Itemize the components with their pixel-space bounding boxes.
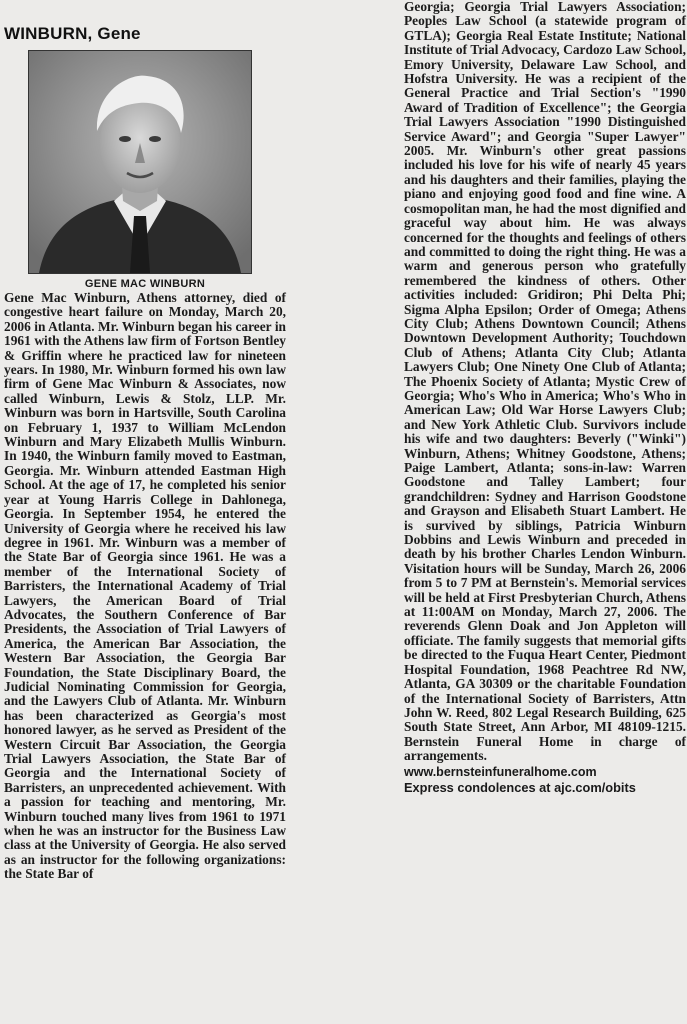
obituary-column-right: [404, 0, 686, 795]
portrait-photo: [28, 50, 252, 274]
photo-caption: GENE MAC WINBURN: [84, 278, 206, 290]
funeral-home-website: www.bernsteinfuneralhome.com: [404, 764, 597, 779]
portrait-image: [29, 51, 251, 273]
obituary-text-column-2: Georgia; Georgia Trial Lawyers Association; Peoples Law School (a statewide program of GTLA); Georgia Real Estate Institute; National Institute of Trial Advocacy, Cardozo Law School, Emory University, Delaware Law School, and Hofstra University. He was a recipient of the General Practice and Trial Section's "1990 Award of Tradition of Excellence"; the Georgia Trial Lawyers Association "1990 Distinguished Service Award"; and Georgia "Super Lawyer" 2005. Mr. Winburn's other great passions included his love for his wife of nearly 45 years and his daughters and their families, playing the piano and enjoying good food and fine wine. A cosmopolitan man, he had the most dignified and graceful way about him. He was always concerned for the thoughts and feelings of others and committed to doing the right thing. He was a warm and generous person who gratefully remembered the kindness of others. Other activities included: Gridiron; Phi Delta Phi; Sigma Alpha Epsilon; Order of Omega; Athens City Club; Athens Downtown Council; Athens Downtown Development Authority; Touchdown Club of Athens; Atlanta City Club; Atlanta Lawyers Club; One Ninety One Club of Atlanta; The Phoenix Society of Atlanta; Mystic Crew of Georgia; Who's Who in America; Who's Who in American Law; Old War Horse Lawyers Club; and New York Athletic Club. Survivors include his wife and two daughters: Beverly ("Winki") Winburn, Athens; Whitney Goodstone, Athens; Paige Lambert, Atlanta; sons-in-law: Warren Goodstone and Talley Lambert; four grandchildren: Sydney and Harrison Goodstone and Grayson and Elisabeth Stuart Lambert. He is survived by siblings, Patricia Winburn Dobbins and Lewis Winburn and preceded in death by his brother Charles Lendon Winburn. Visitation hours will be Sunday, March 26, 2006 from 5 to 7 PM at Bernstein's. Memorial services will be held at First Presbyterian Church, Athens at 11:00AM on Monday, March 27, 2006. The reverends Glenn Doak and Jon Appleton will officiate. The family suggests that memorial gifts be directed to the Fuqua Heart Center, Piedmont Hospital Foundation, 1968 Peachtree Rd NW, Atlanta, GA 30309 or the charitable Foundation of the International Society of Barristers, Attn John W. Reed, 802 Legal Research Building, 625 South State Street, Ann Arbor, MI 48109-1215. Bernstein Funeral Home in charge of arrangements.: [404, 0, 686, 764]
condolences-line: Express condolences at ajc.com/obits: [404, 779, 636, 795]
obituary-text-column-1: Gene Mac Winburn, Athens attorney, died of congestive heart failure on Monday, March 20, 2006 in Atlanta. Mr. Winburn began his career in 1961 with the Athens law firm of Fortson Bentley & Griffin where he practiced law for nineteen years. In 1980, Mr. Winburn formed his own law firm of Gene Mac Winburn & Associates, now called Winburn, Lewis & Stolz, LLP. Mr. Winburn was born in Hartsville, South Carolina on February 1, 1937 to William McLendon Winburn and Mary Elizabeth Mullis Winburn. In 1940, the Winburn family moved to Eastman, Georgia. Mr. Winburn attended Eastman High School. At the age of 17, he completed his senior year at Young Harris College in Dahlonega, Georgia. In September 1954, he entered the University of Georgia where he received his law degree in 1961. Mr. Winburn was a member of the State Bar of Georgia since 1961. He was a member of the International Society of Barristers, the International Academy of Trial Lawyers, the American Board of Trial Advocates, the Southern Conference of Bar Presidents, the Association of Trial Lawyers of America, the American Bar Association, the Western Bar Association, the Georgia Bar Foundation, the State Disciplinary Board, the Judicial Nominating Commission for Georgia, and the Lawyers Club of Atlanta. Mr. Winburn has been characterized as Georgia's most honored lawyer, as he served as President of the Western Circuit Bar Association, the Georgia Trial Lawyers Association, the State Bar of Georgia and the International Society of Barristers, an unprecedented achievement. With a passion for teaching and mentoring, Mr. Winburn touched many lives from 1961 to 1971 when he was an instructor for the Business Law class at the University of Georgia. He also served as an instructor for the following organizations: the State Bar of: [4, 290, 286, 882]
obituary-column-left: [4, 14, 286, 882]
obituary-headline: WINBURN, Gene: [4, 24, 141, 43]
